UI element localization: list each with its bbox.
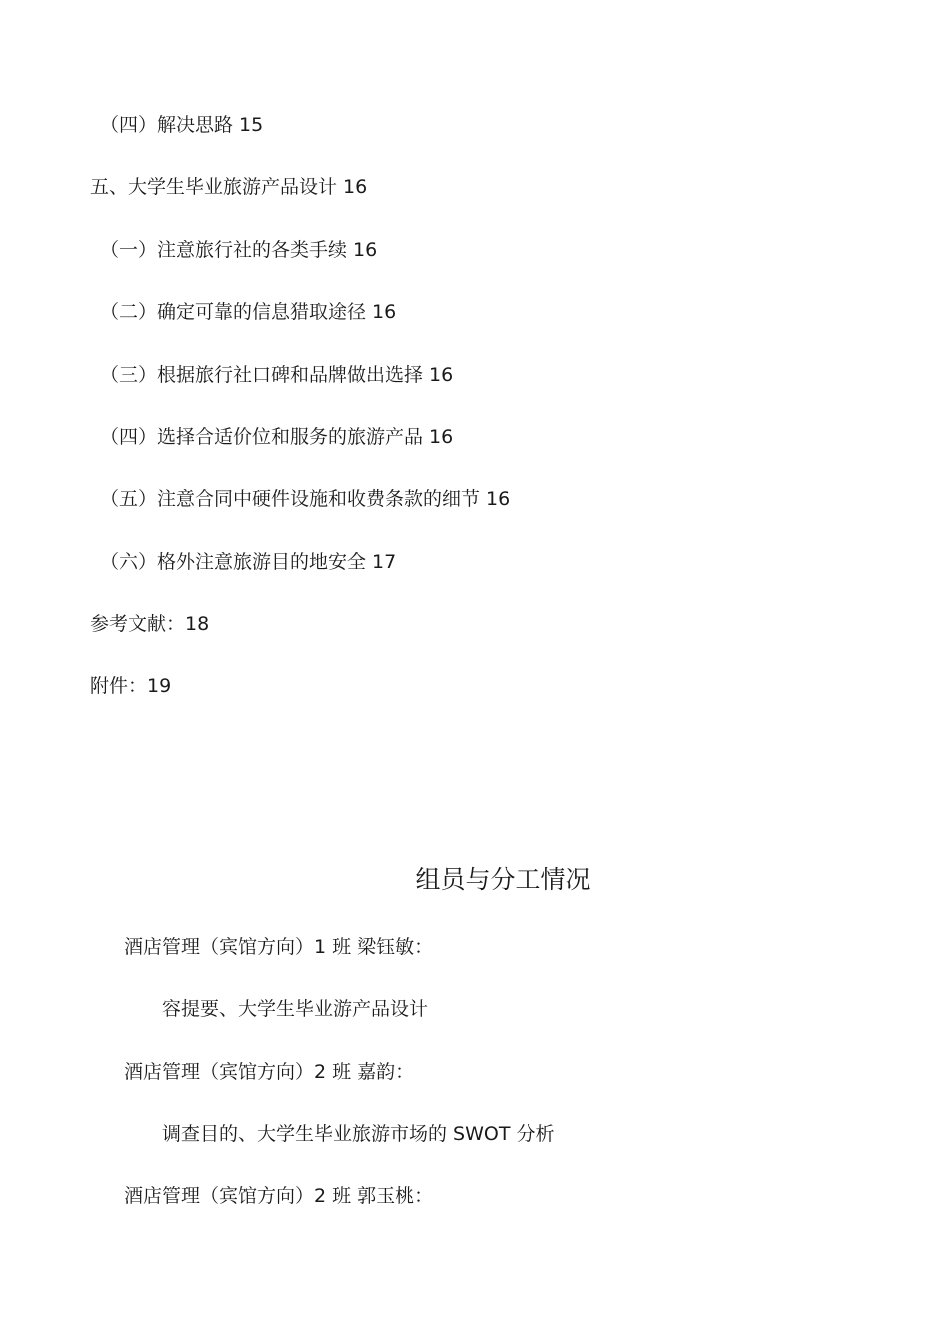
- toc-entry: 附件：19: [90, 675, 172, 697]
- toc-entry: （四）解决思路 15: [100, 114, 264, 136]
- section-title: 组员与分工情况: [415, 865, 591, 894]
- toc-entry: （一）注意旅行社的各类手续 16: [100, 239, 378, 261]
- member-duty: 调查目的、大学生毕业旅游市场的 SWOT 分析: [162, 1123, 555, 1145]
- member-duty: 容提要、大学生毕业游产品设计: [162, 998, 429, 1020]
- member-name: 酒店管理（宾馆方向）1 班 梁钰敏：: [124, 936, 434, 958]
- toc-entry: （三）根据旅行社口碑和品牌做出选择 16: [100, 364, 454, 386]
- toc-entry: （二）确定可靠的信息猎取途径 16: [100, 301, 397, 323]
- member-name: 酒店管理（宾馆方向）2 班 郭玉桃：: [124, 1185, 434, 1207]
- toc-entry: （五）注意合同中硬件设施和收费条款的细节 16: [100, 488, 511, 510]
- toc-entry: 参考文献：18: [90, 613, 210, 635]
- toc-entry: 五、大学生毕业旅游产品设计 16: [90, 176, 368, 198]
- toc-entry: （四）选择合适价位和服务的旅游产品 16: [100, 426, 454, 448]
- member-name: 酒店管理（宾馆方向）2 班 嘉韵：: [124, 1061, 415, 1083]
- toc-entry: （六）格外注意旅游目的地安全 17: [100, 551, 397, 573]
